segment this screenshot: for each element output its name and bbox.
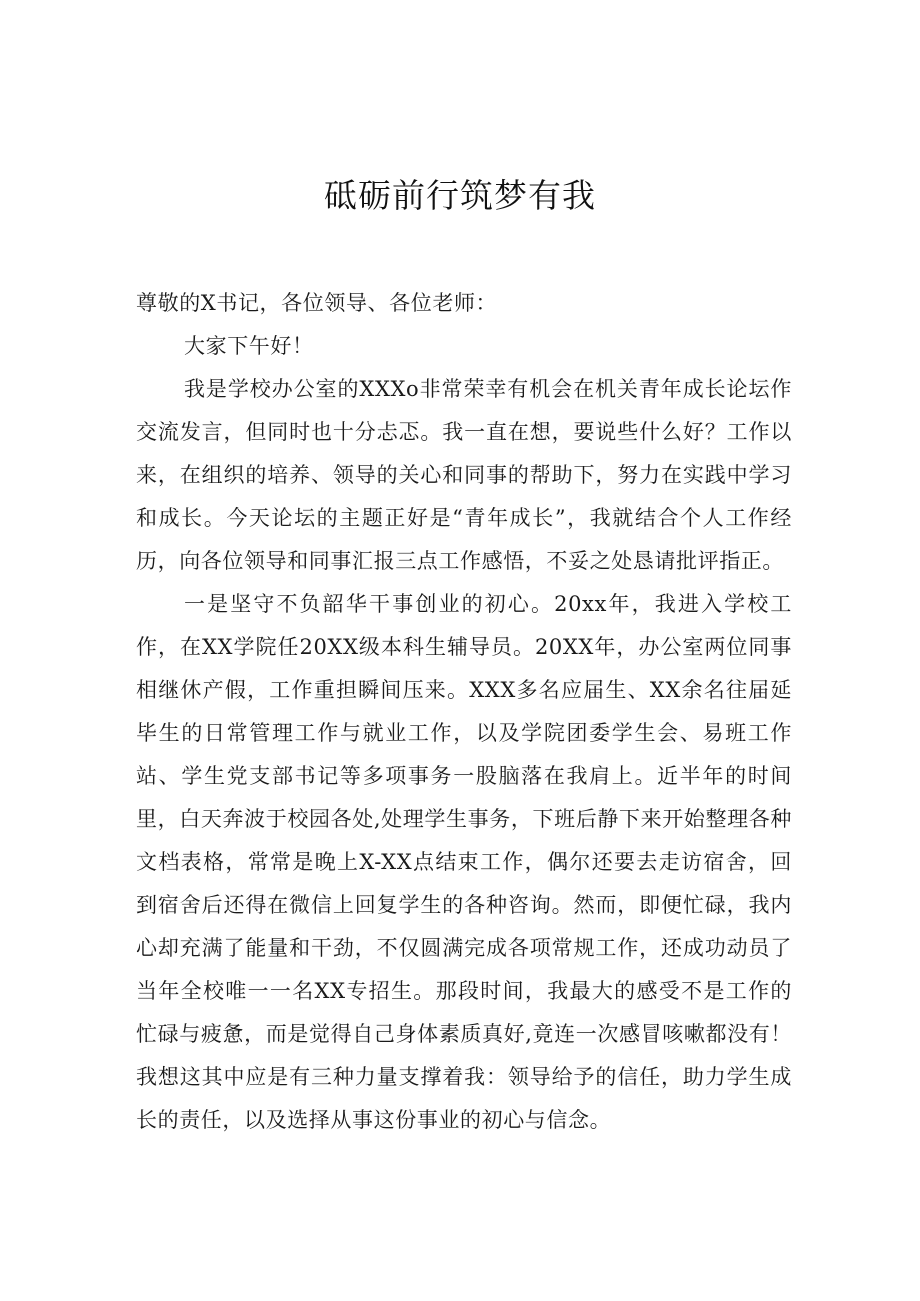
paragraph-intro: 我是学校办公室的XXXo非常荣幸有机会在机关青年成长论坛作交流发言，但同时也十分忐忑。我一直在想，要说些什么好？工作以来，在组织的培养、领导的关心和同事的帮助下，努力在实践中学习和成长。今天论坛的主题正好是“青年成长”，我就结合个人工作经历，向各位领导和同事汇报三点工作感悟，不妥之处恳请批评指正。 bbox=[136, 377, 792, 573]
greeting: 大家下午好！ bbox=[184, 334, 314, 358]
paragraph-point-one: 一是坚守不负韶华干事创业的初心。20xx年，我进入学校工作，在XX学院任20XX级本科生辅导员。20XX年，办公室两位同事相继休产假，工作重担瞬间压来。XXX多名应届生、XX余名往届延毕生的日常管理工作与就业工作，以及学院团委学生会、易班工作站、学生党支部书记等多项事务一股脑落在我肩上。近半年的时间里，白天奔波于校园各处,处理学生事务，下班后静下来开始整理各种文档表格，常常是晚上X-XX点结束工作，偶尔还要去走访宿舍，回到宿舍后还得在微信上回复学生的各种咨询。然而，即便忙碌，我内心却充满了能量和干劲，不仅圆满完成各项常规工作，还成功动员了当年全校唯一一名XX专招生。那段时间，我最大的感受不是工作的忙碌与疲惫，而是觉得自己身体素质真好,竟连一次感冒咳嗽都没有！我想这其中应是有三种力量支撑着我：领导给予的信任，助力学生成长的责任，以及选择从事这份事业的初心与信念。 bbox=[136, 592, 792, 1132]
salutation: 尊敬的X书记，各位领导、各位老师： bbox=[136, 291, 498, 315]
document-body bbox=[136, 282, 792, 1142]
document-title: 砥砺前行筑梦有我 bbox=[324, 176, 596, 215]
